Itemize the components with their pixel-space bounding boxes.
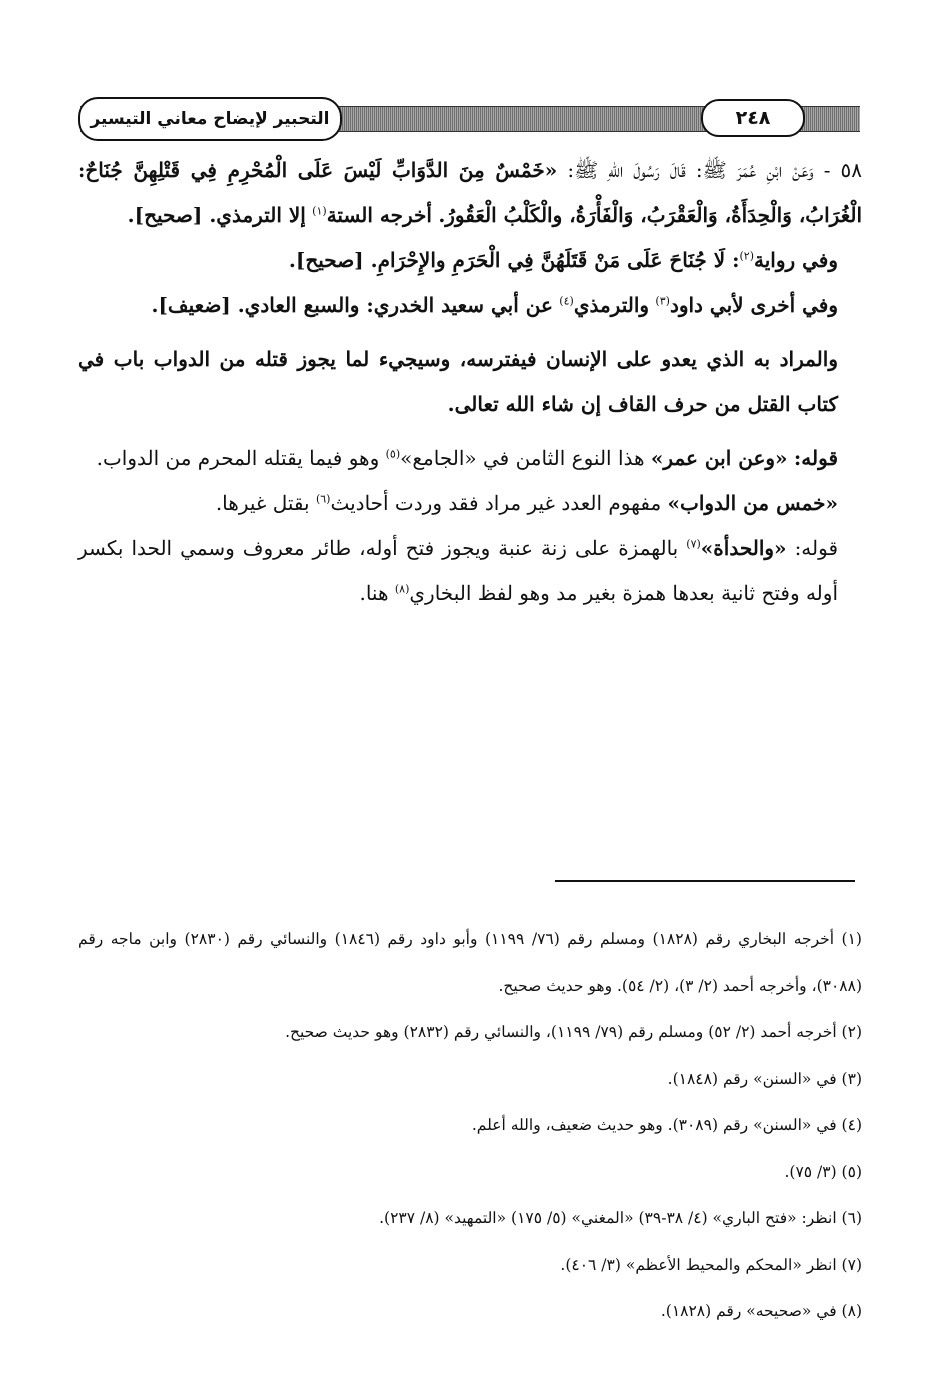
page-number: ٢٤٨ — [701, 99, 805, 137]
footnote-2: (٢) أخرجه أحمد (٢/ ٥٢) ومسلم رقم (٧٩/ ١١٩٩)، والنسائي رقم (٢٨٣٢) وهو حديث صحيح. — [285, 1023, 862, 1041]
page-header — [80, 97, 860, 141]
footnote-1: (١) أخرجه البخاري رقم (١٨٢٨) ومسلم رقم (٧٦/ ١١٩٩) وأبو داود رقم (١٨٤٦) والنسائي رقم (٢٨٣٠) وابن ماجه رقم (٣٠٨٨)، وأخرجه أحمد (٢/ ٣)، (٢/ ٥٤). وهو حديث صحيح. — [78, 930, 862, 995]
hadith-intro: - وَعَنْ ابْنِ عُمَرَ ﷺ: قَالَ رَسُولَ اللهِ ﷺ: — [567, 158, 831, 182]
footnote-ref-3[interactable]: (٣) — [655, 294, 670, 308]
footnote-ref-8[interactable]: (٨) — [394, 582, 410, 596]
commentary-paragraph-1 — [78, 436, 862, 481]
footnote-6: (٦) انظر: «فتح الباري» (٤/ ٣٨-٣٩) «المغني» (٥/ ١٧٥) «التمهيد» (٨/ ٢٣٧). — [379, 1209, 862, 1227]
ukhra-part3: عن أبي سعيد الخدري: والسبع العادي. [ضعيف]. — [151, 293, 553, 317]
footnote-ref-5[interactable]: (٥) — [385, 447, 401, 461]
commentary-paragraph-3 — [78, 526, 862, 616]
footnote-3: (٣) في «السنن» رقم (١٨٤٨). — [667, 1069, 862, 1088]
commentary-text: وهو فيما يقتله المحرم من الدواب. — [96, 446, 380, 470]
footnote-ref-1[interactable]: (١) — [312, 204, 327, 218]
riwaya-paragraph — [78, 238, 862, 283]
commentary-quote: «خمس من الدواب» — [667, 491, 838, 515]
hadith-source-tail: إلا الترمذي. [صحيح]. — [127, 203, 306, 227]
hadith-number: ٥٨ — [840, 158, 863, 182]
ukhra-part2: والترمذي — [573, 293, 650, 317]
commentary-text: بالهمزة على زنة عنبة ويجوز فتح أوله، طائر معروف وسمي الحدا بكسر أوله وفتح ثانية بعدها همزة بغير مد وهو لفظ البخاري — [78, 536, 838, 605]
footnote-ref-2[interactable]: (٢) — [739, 249, 754, 263]
explanation-paragraph — [78, 337, 862, 427]
footnote-ref-7[interactable]: (٧) — [686, 537, 701, 551]
explanation-text: والمراد به الذي يعدو على الإنسان فيفترسه، وسيجيء لما يجوز قتله من الدواب باب في كتاب القتل من حرف القاف إن شاء الله تعالى. — [78, 347, 838, 416]
commentary-text: بقتل غيرها. — [215, 491, 310, 515]
footnote-ref-4[interactable]: (٤) — [559, 294, 574, 308]
hadith-text: «خَمْسٌ مِنَ الدَّوَابِّ لَيْسَ عَلَى الْمُحْرِمِ فِي قَتْلِهِنَّ جُنَاحٌ: الْغُرَابُ، وَالْحِدَأَةُ، وَالْعَقْرَبُ، وَالْفَأْرَةُ، والْكَلْبُ الْعَقُورُ. — [78, 158, 862, 227]
footnote-ref-6[interactable]: (٦) — [315, 492, 331, 506]
main-text — [78, 148, 862, 616]
hadith-source: أخرجه الستة — [326, 203, 432, 227]
riwaya-lead: وفي رواية — [753, 248, 838, 272]
ukhra-paragraph — [78, 283, 862, 328]
commentary-quote: «والحدأة» — [700, 536, 787, 560]
footnote-separator — [555, 880, 855, 882]
footnote-4: (٤) في «السنن» رقم (٣٠٨٩). وهو حديث ضعيف، والله أعلم. — [471, 1116, 862, 1134]
footnote-5: (٥) (٣/ ٧٥). — [784, 1162, 862, 1181]
commentary-label: قوله: — [793, 446, 838, 470]
commentary-text: مفهوم العدد غير مراد فقد وردت أحاديث — [330, 491, 662, 515]
commentary-paragraph-2 — [78, 481, 862, 526]
commentary-text: هذا النوع الثامن في «الجامع» — [400, 446, 645, 470]
footnote-7: (٧) انظر «المحكم والمحيط الأعظم» (٣/ ٤٠٦). — [560, 1255, 862, 1274]
riwaya-text: : لَا جُنَاحَ عَلَى مَنْ قَتَلَهُنَّ فِي الْحَرَمِ والإِحْرَامِ. [صحيح]. — [288, 248, 740, 272]
commentary-text: هنا. — [359, 581, 389, 605]
hadith-paragraph — [78, 148, 862, 238]
commentary-label: قوله: — [794, 536, 839, 560]
commentary-quote: «وعن ابن عمر» — [650, 446, 788, 470]
ukhra-part1: وفي أخرى لأبي داود — [669, 293, 838, 317]
book-title: التحبير لإيضاح معاني التيسير — [78, 97, 342, 141]
footnote-8: (٨) في «صحيحه» رقم (١٨٢٨). — [660, 1302, 862, 1320]
footnotes — [78, 916, 862, 1335]
